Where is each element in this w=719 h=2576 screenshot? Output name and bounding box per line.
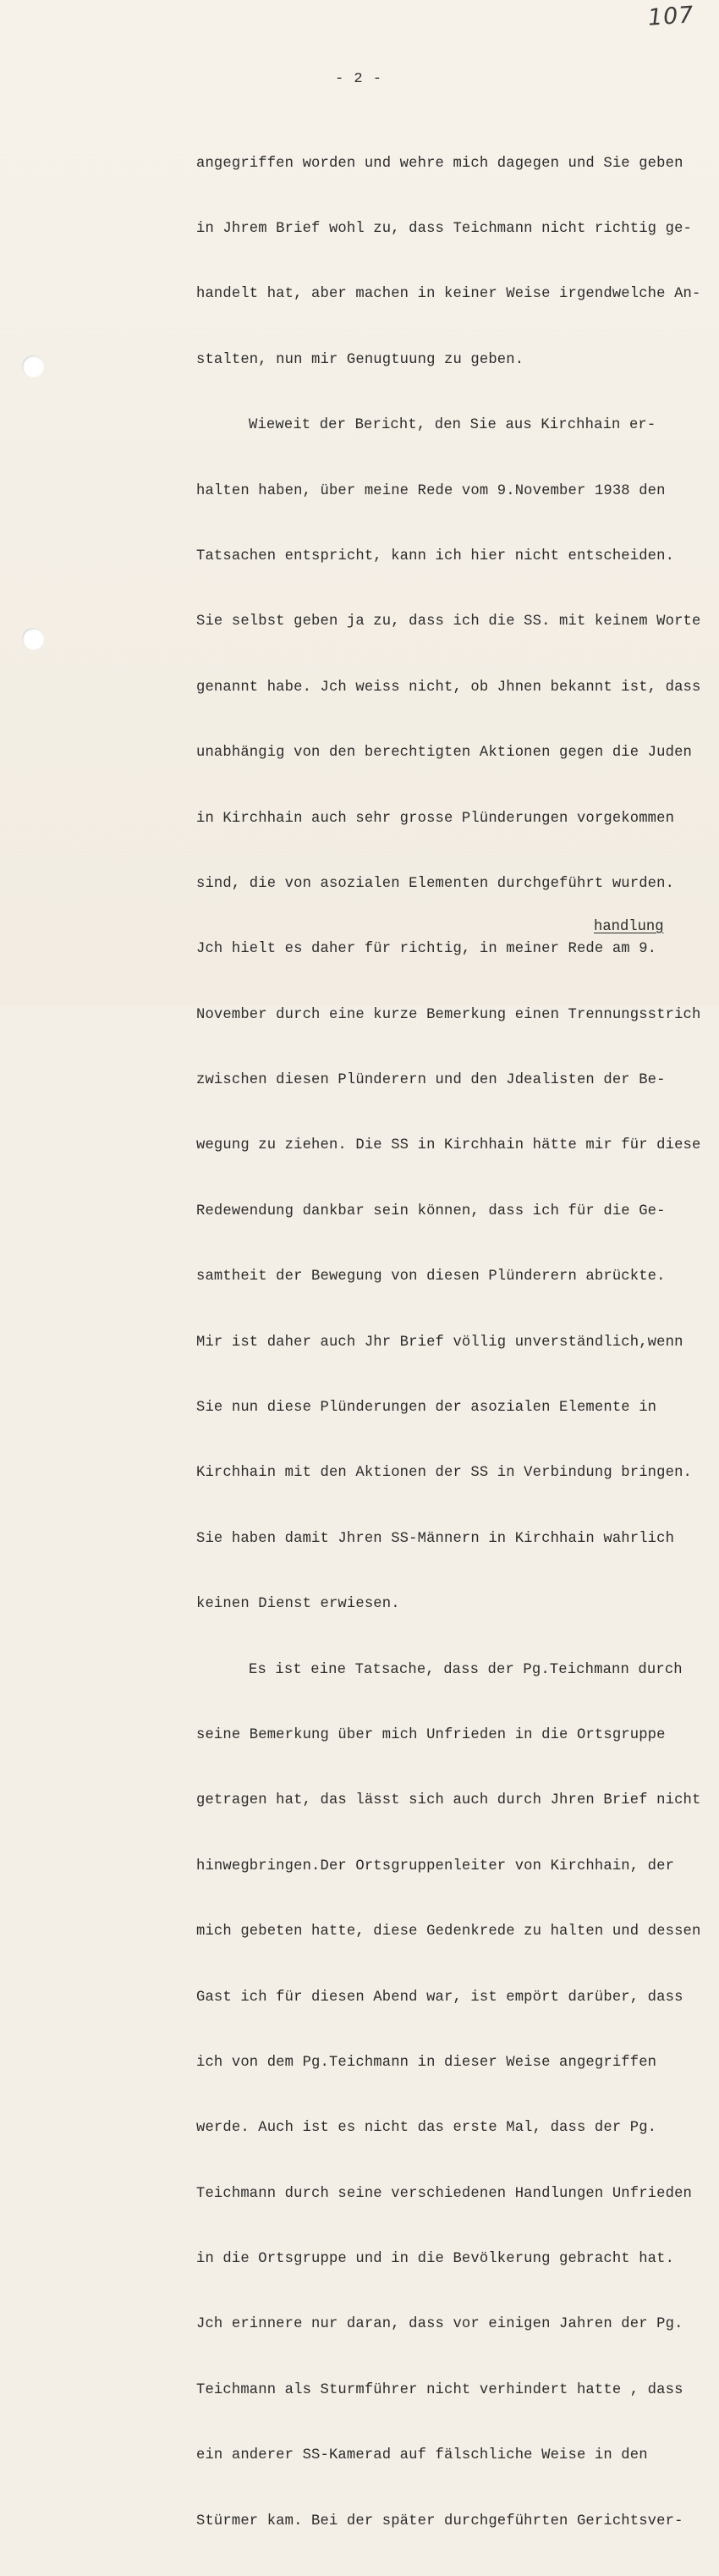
text-line: Teichmann als Sturmführer nicht verhindert hatte , dass (196, 2381, 683, 2398)
text-line: stalten, nun mir Genugtuung zu geben. (196, 351, 524, 368)
text-line: samtheit der Bewegung von diesen Plünderern abrückte. (196, 1269, 666, 1285)
text-line: Es ist eine Tatsache, dass der Pg.Teichmann durch (249, 1661, 683, 1678)
text-line: Mir ist daher auch Jhr Brief völlig unverständlich,wenn (196, 1334, 683, 1351)
text-line: Wieweit der Bericht, den Sie aus Kirchhain er- (249, 417, 656, 434)
text-line: Teichmann durch seine verschiedenen Handlungen Unfrieden (196, 2185, 692, 2202)
letter-body (0, 109, 719, 2576)
text-line: werde. Auch ist es nicht das erste Mal, dass der Pg. (196, 2120, 657, 2137)
text-line: Sie nun diese Plünderungen der asozialen Elemente in (196, 1400, 657, 1417)
text-line: November durch eine kurze Bemerkung einen Trennungsstrich (196, 1006, 701, 1023)
text-line: Tatsachen entspricht, kann ich hier nicht entscheiden. (196, 548, 675, 564)
text-line: Sie haben damit Jhren SS-Männern in Kirchhain wahrlich (196, 1530, 675, 1547)
text-line: Gast ich für diesen Abend war, ist empört darüber, dass (196, 1989, 683, 2006)
text-line: Redewendung dankbar sein können, dass ich für die Ge- (196, 1203, 666, 1219)
text-line: zwischen diesen Plünderern und den Jdealisten der Be- (196, 1072, 666, 1089)
text-line: Stürmer kam. Bei der später durchgeführten Gerichtsver- (196, 2513, 683, 2529)
archive-page-number: 107 (646, 2, 695, 31)
text-line: Sie selbst geben ja zu, dass ich die SS. mit keinem Worte (196, 614, 701, 630)
text-line: hinwegbringen.Der Ortsgruppenleiter von Kirchhain, der (196, 1858, 675, 1874)
text-line: Jch hielt es daher für richtig, in meiner Rede am 9. (196, 941, 657, 958)
text-line: ein anderer SS-Kamerad auf fälschliche Weise in den (196, 2447, 648, 2464)
text-line: keinen Dienst erwiesen. (196, 1596, 400, 1613)
text-line: handelt hat, aber machen in keiner Weise irgendwelche An- (196, 286, 701, 303)
text-line: genannt habe. Jch weiss nicht, ob Jhnen bekannt ist, dass (196, 679, 701, 696)
page-number: - 2 - (335, 71, 383, 87)
text-line: halten haben, über meine Rede vom 9.November 1938 den (196, 482, 666, 499)
text-line: sind, die von asozialen Elementen durchgeführt wurden. (196, 875, 675, 892)
text-line: Kirchhain mit den Aktionen der SS in Verbindung bringen. (196, 1465, 692, 1482)
text-line: in Jhrem Brief wohl zu, dass Teichmann nicht richtig ge- (196, 220, 692, 237)
text-line: in die Ortsgruppe und in die Bevölkerung gebracht hat. (196, 2251, 675, 2268)
catchword: handlung (594, 919, 664, 935)
text-line: ich von dem Pg.Teichmann in dieser Weise angegriffen (196, 2054, 657, 2071)
text-line: unabhängig von den berechtigten Aktionen gegen die Juden (196, 745, 692, 762)
text-line: Jch erinnere nur daran, dass vor einigen Jahren der Pg. (196, 2316, 683, 2333)
text-line: wegung zu ziehen. Die SS in Kirchhain hätte mir für diese (196, 1137, 701, 1154)
text-line: in Kirchhain auch sehr grosse Plünderungen vorgekommen (196, 810, 675, 827)
text-line: mich gebeten hatte, diese Gedenkrede zu halten und dessen (196, 1924, 701, 1940)
text-line: seine Bemerkung über mich Unfrieden in die Ortsgruppe (196, 1726, 666, 1743)
text-line: angegriffen worden und wehre mich dagegen und Sie geben (196, 155, 683, 172)
text-line: getragen hat, das lässt sich auch durch Jhren Brief nicht (196, 1792, 701, 1809)
